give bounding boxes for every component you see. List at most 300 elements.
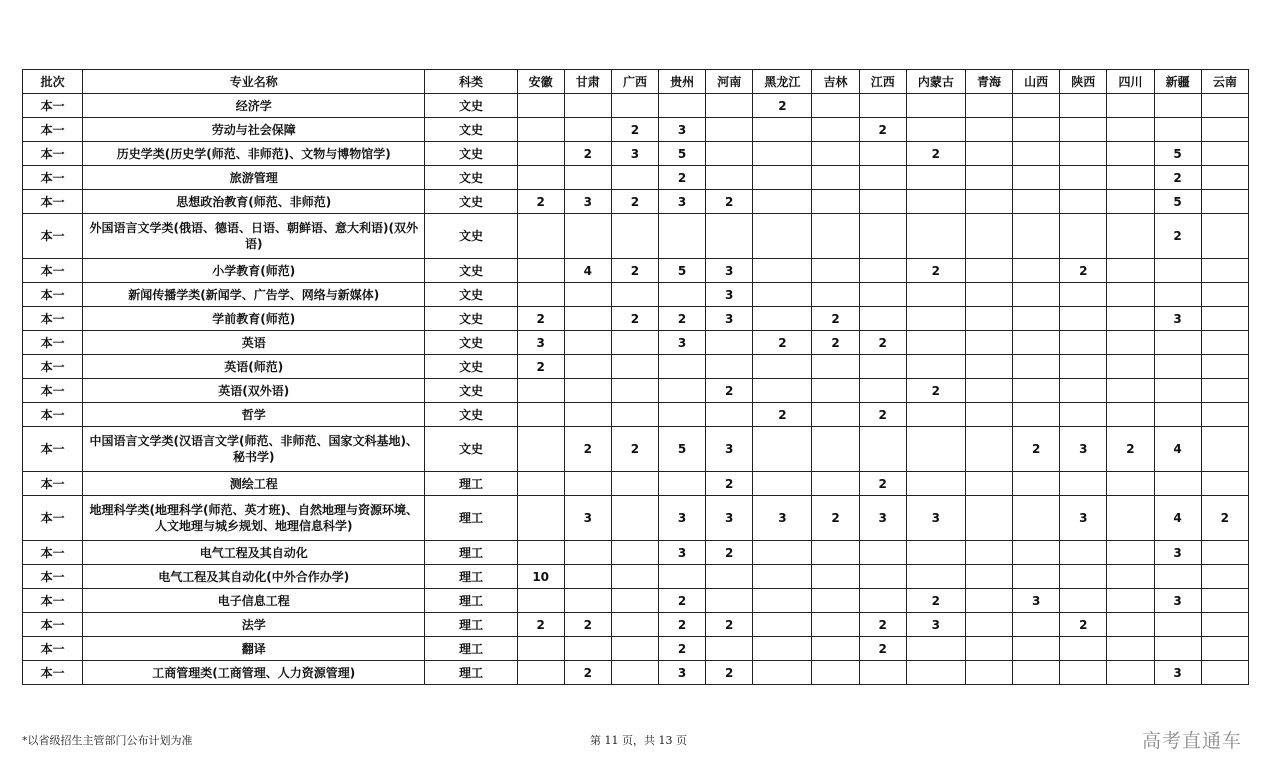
quota-cell <box>906 403 965 427</box>
category-cell: 理工 <box>425 637 517 661</box>
quota-cell: 3 <box>564 496 611 541</box>
major-cell: 学前教育(师范) <box>83 307 425 331</box>
quota-cell <box>965 307 1012 331</box>
batch-cell: 本一 <box>23 541 83 565</box>
quota-cell <box>1154 565 1201 589</box>
quota-cell: 10 <box>517 565 564 589</box>
category-cell: 文史 <box>425 427 517 472</box>
quota-cell: 2 <box>859 613 906 637</box>
quota-cell <box>812 166 859 190</box>
quota-cell <box>965 355 1012 379</box>
quota-cell <box>611 331 658 355</box>
quota-cell <box>659 283 706 307</box>
quota-cell <box>1013 190 1060 214</box>
quota-cell <box>1201 118 1248 142</box>
quota-cell <box>517 94 564 118</box>
quota-cell <box>1060 166 1107 190</box>
table-row <box>23 637 1249 661</box>
quota-cell <box>753 427 812 472</box>
column-header: 科类 <box>425 70 517 94</box>
quota-cell <box>812 214 859 259</box>
quota-cell <box>965 379 1012 403</box>
quota-cell <box>1013 214 1060 259</box>
batch-cell: 本一 <box>23 565 83 589</box>
quota-cell <box>564 214 611 259</box>
category-cell: 文史 <box>425 118 517 142</box>
quota-cell <box>812 661 859 685</box>
quota-cell <box>965 142 1012 166</box>
quota-cell <box>611 565 658 589</box>
quota-cell: 2 <box>753 331 812 355</box>
quota-cell <box>812 589 859 613</box>
quota-cell: 3 <box>1013 589 1060 613</box>
quota-cell <box>859 259 906 283</box>
quota-cell <box>564 589 611 613</box>
quota-cell <box>906 637 965 661</box>
quota-cell <box>564 541 611 565</box>
quota-cell: 3 <box>1154 661 1201 685</box>
quota-cell <box>1154 118 1201 142</box>
quota-cell <box>859 190 906 214</box>
quota-cell <box>564 166 611 190</box>
quota-cell <box>812 283 859 307</box>
quota-cell: 3 <box>706 496 753 541</box>
quota-cell <box>1013 94 1060 118</box>
quota-cell: 4 <box>1154 427 1201 472</box>
major-cell: 英语(双外语) <box>83 379 425 403</box>
quota-cell <box>812 613 859 637</box>
batch-cell: 本一 <box>23 307 83 331</box>
category-cell: 文史 <box>425 307 517 331</box>
quota-cell: 2 <box>611 259 658 283</box>
quota-cell: 3 <box>1154 541 1201 565</box>
quota-cell <box>1107 94 1154 118</box>
major-cell: 历史学类(历史学(师范、非师范)、文物与博物馆学) <box>83 142 425 166</box>
table-row <box>23 661 1249 685</box>
quota-cell: 3 <box>564 190 611 214</box>
batch-cell: 本一 <box>23 118 83 142</box>
quota-cell: 3 <box>1060 496 1107 541</box>
quota-cell <box>1013 331 1060 355</box>
batch-cell: 本一 <box>23 472 83 496</box>
major-cell: 哲学 <box>83 403 425 427</box>
quota-cell <box>1201 355 1248 379</box>
category-cell: 文史 <box>425 190 517 214</box>
quota-cell <box>812 142 859 166</box>
quota-cell <box>753 565 812 589</box>
quota-cell <box>812 379 859 403</box>
quota-cell <box>965 661 1012 685</box>
major-cell: 测绘工程 <box>83 472 425 496</box>
batch-cell: 本一 <box>23 94 83 118</box>
major-cell: 法学 <box>83 613 425 637</box>
quota-cell: 2 <box>517 355 564 379</box>
quota-cell <box>859 142 906 166</box>
quota-cell: 5 <box>659 142 706 166</box>
batch-cell: 本一 <box>23 355 83 379</box>
quota-cell: 2 <box>812 496 859 541</box>
quota-cell <box>1107 259 1154 283</box>
table-row <box>23 355 1249 379</box>
quota-cell <box>706 589 753 613</box>
quota-cell: 2 <box>1013 427 1060 472</box>
quota-cell <box>1201 307 1248 331</box>
quota-cell <box>906 331 965 355</box>
column-header: 黑龙江 <box>753 70 812 94</box>
quota-cell <box>1013 355 1060 379</box>
quota-cell <box>1154 613 1201 637</box>
quota-cell: 3 <box>659 190 706 214</box>
quota-cell <box>517 379 564 403</box>
quota-cell: 2 <box>611 190 658 214</box>
quota-cell <box>564 472 611 496</box>
table-row <box>23 427 1249 472</box>
quota-cell: 3 <box>1154 589 1201 613</box>
quota-cell: 3 <box>659 496 706 541</box>
table-row <box>23 613 1249 637</box>
quota-cell <box>859 355 906 379</box>
quota-cell <box>1107 541 1154 565</box>
quota-cell <box>965 427 1012 472</box>
column-header: 河南 <box>706 70 753 94</box>
quota-cell <box>1107 118 1154 142</box>
quota-cell: 3 <box>859 496 906 541</box>
table-row <box>23 379 1249 403</box>
quota-cell: 3 <box>706 427 753 472</box>
quota-cell <box>1107 403 1154 427</box>
quota-cell <box>706 214 753 259</box>
quota-cell: 3 <box>706 259 753 283</box>
quota-cell <box>812 355 859 379</box>
quota-cell <box>965 472 1012 496</box>
quota-cell <box>611 613 658 637</box>
quota-cell <box>1201 190 1248 214</box>
quota-cell <box>965 259 1012 283</box>
quota-cell <box>1013 541 1060 565</box>
quota-cell <box>1107 307 1154 331</box>
quota-cell <box>1154 472 1201 496</box>
quota-cell: 3 <box>517 331 564 355</box>
quota-cell <box>659 355 706 379</box>
quota-cell <box>1013 259 1060 283</box>
quota-cell <box>706 403 753 427</box>
quota-cell <box>706 118 753 142</box>
quota-cell <box>965 613 1012 637</box>
quota-cell: 3 <box>706 283 753 307</box>
table-row <box>23 589 1249 613</box>
quota-cell <box>1013 118 1060 142</box>
quota-cell <box>611 637 658 661</box>
quota-cell <box>812 427 859 472</box>
column-header: 内蒙古 <box>906 70 965 94</box>
quota-cell: 3 <box>1154 307 1201 331</box>
quota-cell: 3 <box>611 142 658 166</box>
quota-cell <box>1201 541 1248 565</box>
quota-cell: 5 <box>1154 142 1201 166</box>
quota-cell <box>965 331 1012 355</box>
quota-cell <box>564 355 611 379</box>
quota-cell: 2 <box>906 379 965 403</box>
quota-cell <box>812 637 859 661</box>
category-cell: 文史 <box>425 142 517 166</box>
quota-cell <box>812 403 859 427</box>
quota-cell <box>659 403 706 427</box>
quota-cell: 2 <box>517 613 564 637</box>
quota-cell <box>1013 166 1060 190</box>
quota-cell: 3 <box>1060 427 1107 472</box>
quota-cell <box>1060 331 1107 355</box>
table-row <box>23 472 1249 496</box>
quota-cell <box>1060 589 1107 613</box>
quota-cell <box>1201 142 1248 166</box>
category-cell: 理工 <box>425 496 517 541</box>
quota-cell: 5 <box>659 427 706 472</box>
quota-cell <box>1107 589 1154 613</box>
quota-cell <box>859 589 906 613</box>
table-row <box>23 283 1249 307</box>
major-cell: 工商管理类(工商管理、人力资源管理) <box>83 661 425 685</box>
quota-cell <box>564 283 611 307</box>
quota-cell <box>517 661 564 685</box>
quota-cell <box>965 190 1012 214</box>
category-cell: 理工 <box>425 661 517 685</box>
quota-cell <box>1060 355 1107 379</box>
column-header: 云南 <box>1201 70 1248 94</box>
quota-cell <box>1013 403 1060 427</box>
batch-cell: 本一 <box>23 142 83 166</box>
quota-cell <box>1107 637 1154 661</box>
quota-cell <box>965 637 1012 661</box>
quota-cell <box>517 283 564 307</box>
quota-cell: 5 <box>1154 190 1201 214</box>
quota-cell <box>1107 613 1154 637</box>
quota-cell <box>517 427 564 472</box>
quota-cell: 2 <box>659 166 706 190</box>
column-header: 陕西 <box>1060 70 1107 94</box>
quota-cell <box>611 589 658 613</box>
quota-cell <box>812 565 859 589</box>
quota-cell <box>1013 565 1060 589</box>
watermark: 高考直通车 <box>1142 730 1243 752</box>
quota-cell: 2 <box>1154 166 1201 190</box>
batch-cell: 本一 <box>23 190 83 214</box>
quota-cell: 2 <box>706 541 753 565</box>
quota-cell: 2 <box>564 142 611 166</box>
quota-cell <box>906 355 965 379</box>
quota-cell: 3 <box>906 496 965 541</box>
quota-cell <box>1060 214 1107 259</box>
batch-cell: 本一 <box>23 214 83 259</box>
category-cell: 文史 <box>425 379 517 403</box>
quota-cell <box>1013 142 1060 166</box>
quota-cell: 2 <box>859 118 906 142</box>
quota-cell <box>753 307 812 331</box>
table-row <box>23 496 1249 541</box>
quota-cell <box>1060 565 1107 589</box>
quota-cell: 3 <box>706 307 753 331</box>
quota-cell <box>1060 307 1107 331</box>
table-row <box>23 331 1249 355</box>
major-cell: 英语(师范) <box>83 355 425 379</box>
quota-cell <box>564 307 611 331</box>
quota-cell: 2 <box>706 472 753 496</box>
quota-cell <box>1201 565 1248 589</box>
column-header: 青海 <box>965 70 1012 94</box>
quota-cell <box>1201 166 1248 190</box>
quota-cell: 4 <box>1154 496 1201 541</box>
quota-cell <box>1013 283 1060 307</box>
batch-cell: 本一 <box>23 403 83 427</box>
major-cell: 电气工程及其自动化 <box>83 541 425 565</box>
batch-cell: 本一 <box>23 613 83 637</box>
quota-cell: 5 <box>659 259 706 283</box>
quota-cell <box>965 283 1012 307</box>
quota-cell <box>753 214 812 259</box>
column-header: 山西 <box>1013 70 1060 94</box>
quota-cell <box>706 637 753 661</box>
quota-cell <box>611 661 658 685</box>
enrollment-plan-table <box>22 69 1249 685</box>
quota-cell <box>965 496 1012 541</box>
quota-cell <box>1060 118 1107 142</box>
quota-cell <box>611 379 658 403</box>
quota-cell <box>859 283 906 307</box>
quota-cell <box>659 379 706 403</box>
column-header: 批次 <box>23 70 83 94</box>
quota-cell: 2 <box>812 331 859 355</box>
table-row <box>23 166 1249 190</box>
quota-cell <box>1107 142 1154 166</box>
category-cell: 理工 <box>425 541 517 565</box>
table-row <box>23 307 1249 331</box>
quota-cell: 2 <box>812 307 859 331</box>
batch-cell: 本一 <box>23 331 83 355</box>
quota-cell <box>965 94 1012 118</box>
quota-cell <box>1013 613 1060 637</box>
quota-cell <box>753 118 812 142</box>
quota-cell: 3 <box>753 496 812 541</box>
quota-cell <box>1060 472 1107 496</box>
quota-cell <box>753 379 812 403</box>
quota-cell <box>1154 259 1201 283</box>
quota-cell: 2 <box>659 613 706 637</box>
quota-cell <box>1107 166 1154 190</box>
quota-cell <box>906 118 965 142</box>
table-row <box>23 142 1249 166</box>
major-cell: 中国语言文学类(汉语言文学(师范、非师范、国家文科基地)、秘书学) <box>83 427 425 472</box>
quota-cell <box>517 496 564 541</box>
quota-cell <box>965 565 1012 589</box>
quota-cell <box>859 214 906 259</box>
quota-cell: 3 <box>906 613 965 637</box>
batch-cell: 本一 <box>23 166 83 190</box>
table-row <box>23 118 1249 142</box>
quota-cell <box>517 589 564 613</box>
quota-cell <box>906 214 965 259</box>
quota-cell <box>706 331 753 355</box>
quota-cell <box>753 472 812 496</box>
quota-cell <box>1154 637 1201 661</box>
quota-cell <box>1060 142 1107 166</box>
quota-cell <box>965 166 1012 190</box>
quota-cell <box>706 355 753 379</box>
quota-cell <box>1013 661 1060 685</box>
quota-cell: 4 <box>564 259 611 283</box>
quota-cell <box>517 259 564 283</box>
column-header: 吉林 <box>812 70 859 94</box>
quota-cell <box>906 94 965 118</box>
column-header: 安徽 <box>517 70 564 94</box>
quota-cell <box>1201 259 1248 283</box>
quota-cell <box>859 661 906 685</box>
quota-cell <box>611 403 658 427</box>
quota-cell <box>1154 355 1201 379</box>
quota-cell <box>1201 283 1248 307</box>
column-header: 新疆 <box>1154 70 1201 94</box>
quota-cell <box>1107 331 1154 355</box>
major-cell: 旅游管理 <box>83 166 425 190</box>
quota-cell <box>1060 661 1107 685</box>
quota-cell <box>517 637 564 661</box>
quota-cell <box>965 403 1012 427</box>
quota-cell <box>1201 403 1248 427</box>
quota-cell <box>812 472 859 496</box>
quota-cell <box>564 637 611 661</box>
quota-cell <box>1107 565 1154 589</box>
quota-cell <box>1107 214 1154 259</box>
quota-cell <box>611 541 658 565</box>
quota-cell: 3 <box>659 331 706 355</box>
quota-cell <box>859 94 906 118</box>
quota-cell <box>1060 94 1107 118</box>
quota-cell: 2 <box>1154 214 1201 259</box>
quota-cell <box>1154 331 1201 355</box>
quota-cell: 2 <box>753 403 812 427</box>
major-cell: 翻译 <box>83 637 425 661</box>
quota-cell <box>906 472 965 496</box>
batch-cell: 本一 <box>23 589 83 613</box>
quota-cell: 2 <box>659 637 706 661</box>
quota-cell <box>517 214 564 259</box>
quota-cell <box>1013 379 1060 403</box>
quota-cell <box>1060 541 1107 565</box>
major-cell: 地理科学类(地理科学(师范、英才班)、自然地理与资源环境、人文地理与城乡规划、地理信息科学) <box>83 496 425 541</box>
quota-cell <box>1013 472 1060 496</box>
quota-cell <box>812 259 859 283</box>
quota-cell: 3 <box>659 118 706 142</box>
quota-cell: 2 <box>906 142 965 166</box>
quota-cell <box>1154 283 1201 307</box>
quota-cell: 2 <box>1060 613 1107 637</box>
quota-cell <box>517 118 564 142</box>
quota-cell <box>1201 214 1248 259</box>
quota-cell <box>812 118 859 142</box>
major-cell: 劳动与社会保障 <box>83 118 425 142</box>
quota-cell <box>517 472 564 496</box>
quota-cell <box>611 214 658 259</box>
column-header: 广西 <box>611 70 658 94</box>
table-row <box>23 403 1249 427</box>
batch-cell: 本一 <box>23 661 83 685</box>
quota-cell <box>1154 379 1201 403</box>
table-row <box>23 214 1249 259</box>
category-cell: 文史 <box>425 259 517 283</box>
quota-cell: 3 <box>659 541 706 565</box>
quota-cell <box>611 496 658 541</box>
quota-cell <box>564 331 611 355</box>
quota-cell: 2 <box>906 589 965 613</box>
major-cell: 外国语言文学类(俄语、德语、日语、朝鲜语、意大利语)(双外语) <box>83 214 425 259</box>
